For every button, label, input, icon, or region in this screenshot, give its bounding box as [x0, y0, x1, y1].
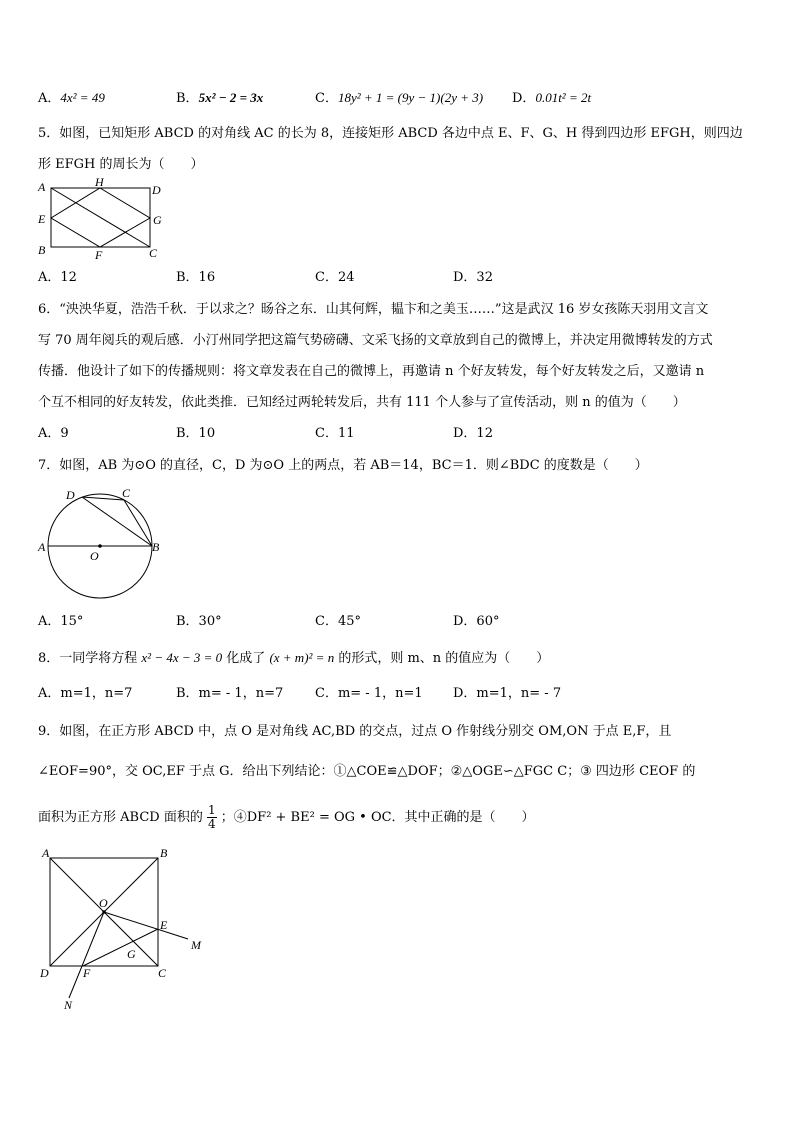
q9-label-B: B	[160, 846, 168, 860]
q9-text-line3-post: ；④DF² + BE² = OG • OC．其中正确的是（ ）	[220, 810, 535, 825]
q9-text-line1: 9．如图，在正方形 ABCD 中，点 O 是对角线 AC,BD 的交点，过点 O 作射线分别交 OM,ON 于点 E,F，且	[38, 724, 672, 739]
q4-option-d-expr: 0.01t² = 2t	[535, 90, 592, 105]
q9-label-C: C	[158, 966, 167, 980]
q9-text-line3	[38, 804, 535, 831]
q9-text-line3-pre: 面积为正方形 ABCD 面积的	[38, 810, 203, 825]
q6-option-a: A．9	[38, 426, 69, 441]
q4-option-a	[38, 88, 105, 109]
q9-label-A: A	[42, 846, 50, 860]
q6-text-line4: 个互不相同的好友转发，依此类推．已知经过两轮转发后，共有 111 个人参与了宣传活动，则 n 的值为（ ）	[38, 395, 686, 410]
q5-label-E: E	[38, 212, 46, 226]
q4-option-d-label: D．	[512, 91, 536, 106]
q7-circle-figure	[36, 484, 166, 604]
q8-text-mid: 化成了	[222, 651, 270, 666]
q7-option-d: D．60°	[453, 614, 500, 629]
q8-equation-1: x² − 4x − 3 = 0	[141, 650, 223, 665]
q5-label-G: G	[153, 213, 162, 227]
q5-option-b: B．16	[176, 270, 216, 285]
q9-label-G: G	[127, 947, 136, 961]
q4-option-d	[512, 88, 591, 109]
q9-label-F: F	[83, 966, 91, 980]
q5-label-H: H	[95, 175, 104, 189]
q9-fraction-numerator: 1	[207, 803, 216, 817]
q8-text-post: 的形式，则 m、n 的值应为（ ）	[334, 651, 550, 666]
q7-label-O: O	[90, 549, 99, 563]
q7-text: 7．如图，AB 为⊙O 的直径，C，D 为⊙O 上的两点，若 AB＝14，BC＝1．则∠BDC 的度数是（ ）	[38, 458, 648, 473]
q9-label-D: D	[40, 966, 49, 980]
q5-option-a: A．12	[38, 270, 77, 285]
q4-option-b-label: B．	[176, 91, 199, 106]
q8-text	[38, 648, 549, 669]
q5-option-d: D．32	[453, 270, 493, 285]
q9-label-E: E	[160, 918, 168, 932]
q5-option-c: C．24	[315, 270, 355, 285]
q6-option-d: D．12	[453, 426, 493, 441]
q6-text-line1: 6．“泱泱华夏，浩浩千秋．于以求之？旸谷之东．山其何辉，韫卞和之美玉……”这是武汉 16 岁女孩陈天羽用文言文	[38, 302, 709, 317]
q9-text-line2: ∠EOF=90°，交 OC,EF 于点 G．给出下列结论：①△COE≌△DOF；②△OGE∽△FGC C；③ 四边形 CEOF 的	[38, 764, 696, 779]
q8-option-c: C．m= - 1，n=1	[315, 686, 423, 701]
q6-option-b: B．10	[176, 426, 216, 441]
q7-option-b: B．30°	[176, 614, 222, 629]
q4-option-c	[315, 88, 483, 109]
q4-option-b-expr: 5x² − 2 = 3x	[198, 90, 264, 105]
q9-fraction-denominator: 4	[207, 817, 216, 831]
q9-label-N: N	[64, 998, 73, 1012]
q6-text-line3: 传播．他设计了如下的传播规则：将文章发表在自己的微博上，再邀请 n 个好友转发，每个好友转发之后，又邀请 n	[38, 364, 705, 379]
q8-option-b: B．m= - 1，n=7	[176, 686, 284, 701]
q5-label-A: A	[38, 180, 46, 194]
q7-option-c: C．45°	[315, 614, 361, 629]
q5-text-line1: 5．如图，已知矩形 ABCD 的对角线 AC 的长为 8，连接矩形 ABCD 各边中点 E、F、G、H 得到四边形 EFGH，则四边	[38, 126, 743, 141]
q6-text-line2: 写 70 周年阅兵的观后感．小汀州同学把这篇气势磅礴、文采飞扬的文章放到自己的微博上，并决定用微博转发的方式	[38, 333, 713, 348]
q4-option-a-label: A．	[38, 91, 61, 106]
q5-rectangle-figure	[36, 175, 166, 264]
q5-label-F: F	[95, 248, 103, 262]
q7-option-a: A．15°	[38, 614, 84, 629]
q4-option-b	[176, 88, 263, 109]
q5-label-C: C	[149, 246, 158, 260]
q6-option-c: C．11	[315, 426, 355, 441]
q4-option-a-expr: 4x² = 49	[60, 90, 105, 105]
q5-label-D: D	[152, 183, 161, 197]
q9-fraction	[207, 804, 217, 831]
q8-option-d: D．m=1，n= - 7	[453, 686, 562, 701]
q5-text-line2: 形 EFGH 的周长为（ ）	[38, 157, 204, 172]
q5-label-B: B	[38, 243, 46, 257]
q8-equation-2: (x + m)² = n	[269, 650, 335, 665]
q7-label-B: B	[152, 540, 160, 554]
q8-text-pre: 8．一同学将方程	[38, 651, 142, 666]
q4-option-c-label: C．	[315, 91, 338, 106]
q8-option-a: A．m=1，n=7	[38, 686, 133, 701]
q9-label-M: M	[191, 938, 201, 952]
q9-label-O: O	[99, 896, 108, 910]
q4-option-c-expr: 18y² + 1 = (9y − 1)(2y + 3)	[337, 90, 484, 105]
q7-label-A: A	[38, 540, 46, 554]
q9-square-figure	[36, 846, 216, 1016]
q7-label-C: C	[122, 486, 131, 500]
q7-label-D: D	[66, 488, 75, 502]
